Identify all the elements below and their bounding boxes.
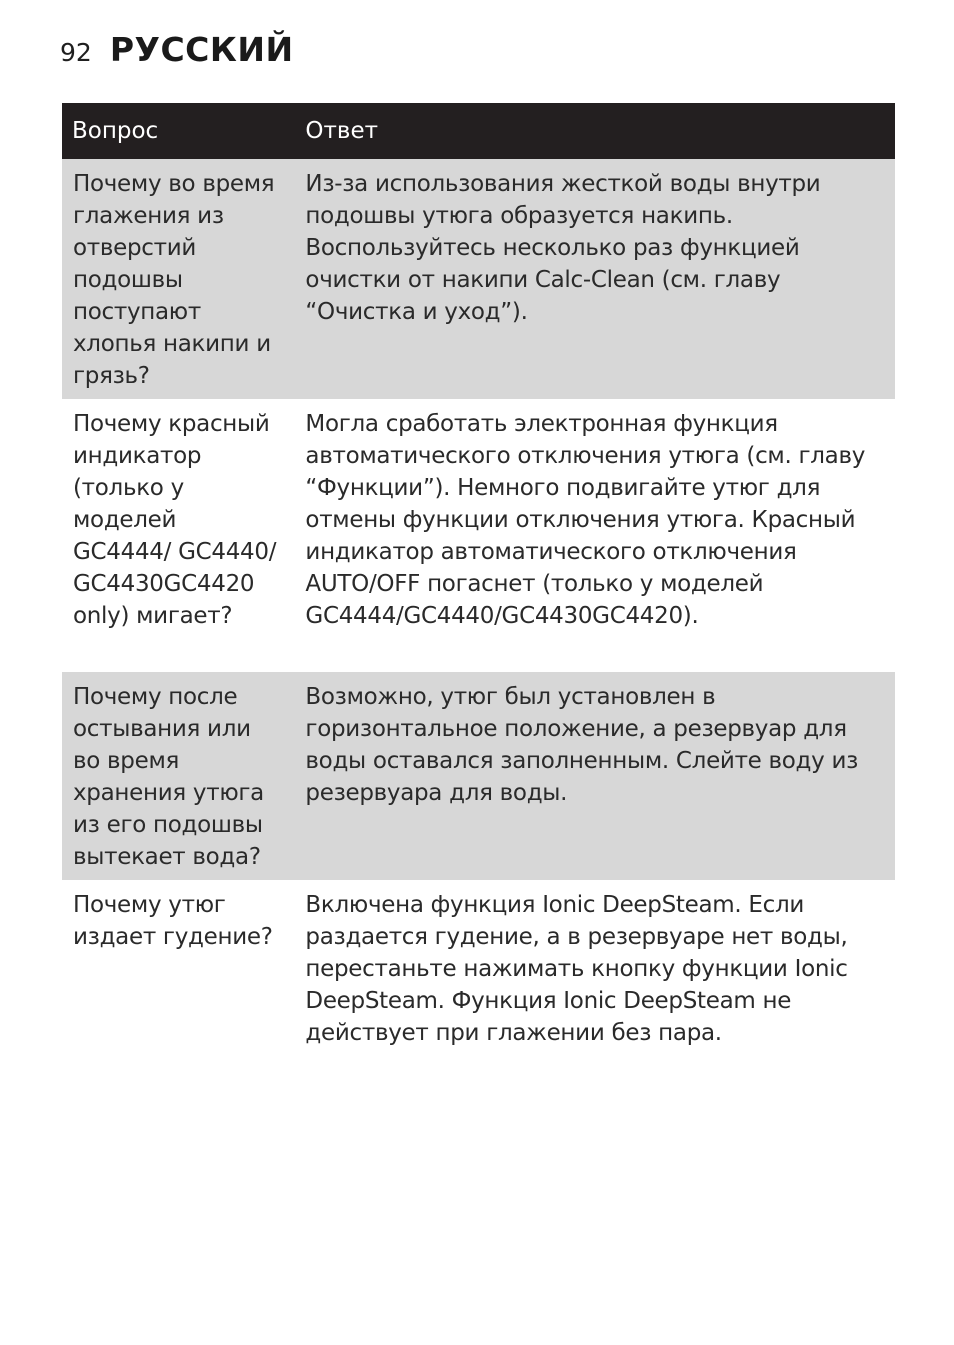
table-row [62, 159, 895, 399]
question-cell: Почему после остывания или во время хранения утюга из его подошвы вытекает вода? [62, 672, 283, 880]
page-number: 92 [60, 38, 92, 67]
page-header [60, 30, 294, 74]
answer-cell: Могла сработать электронная функция автоматического отключения утюга (см. главу “Функции”). Немного подвигайте утюг для отмены функции отключения утюга. Красный индикатор автоматического отключения AUTO/OFF погаснет (только у моделей GC4444/GC4440/GC4430GC4420). [305, 411, 866, 629]
page-title: РУССКИЙ [109, 30, 294, 69]
table-row [62, 672, 895, 880]
column-header-answer: Ответ [283, 103, 895, 159]
column-header-question: Вопрос [62, 103, 283, 159]
faq-table [62, 103, 895, 1056]
question-cell: Почему красный индикатор (только у моделей GC4444/ GC4440/ GC4430GC4420 only) мигает? [73, 411, 277, 629]
question-cell: Почему во время глажения из отверстий подошвы поступают хлопья накипи и грязь? [62, 159, 283, 399]
answer-cell: Включена функция Ionic DeepSteam. Если раздается гудение, а в резервуаре нет воды, перестаньте нажимать кнопку функции Ionic DeepSteam. Функция Ionic DeepSteam не действует при глажении без пара. [305, 892, 848, 1046]
question-cell: Почему утюг издает гудение? [73, 892, 273, 950]
answer-cell: Из-за использования жесткой воды внутри подошвы утюга образуется накипь. Воспользуйтесь несколько раз функцией очистки от накипи Calc-Clean (см. главу “Очистка и уход”). [283, 159, 895, 399]
answer-cell: Возможно, утюг был установлен в горизонтальное положение, а резервуар для воды оставался заполненным. Слейте воду из резервуара для воды. [283, 672, 895, 880]
table-row [62, 399, 895, 672]
table-row [62, 880, 895, 1056]
table-header-row [62, 103, 895, 159]
